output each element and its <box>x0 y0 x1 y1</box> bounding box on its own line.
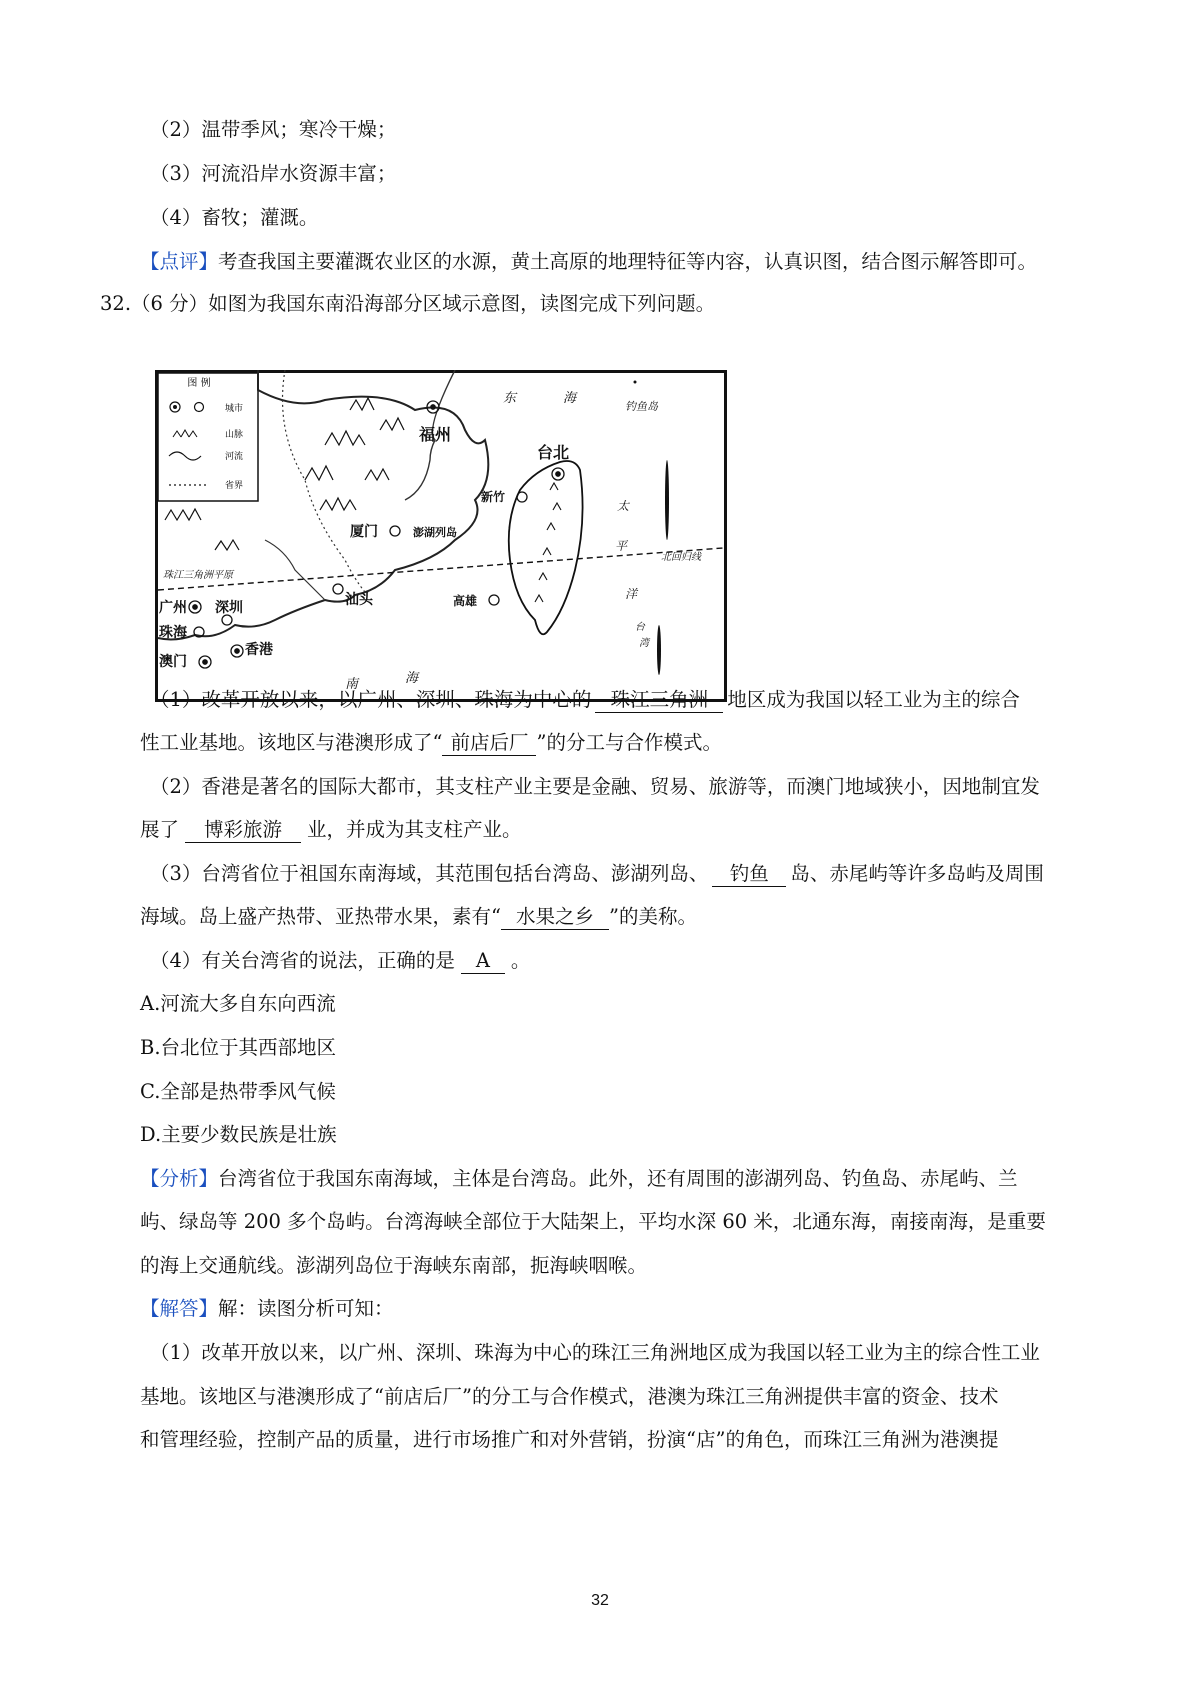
label-zhuhai: 珠海 <box>159 625 187 641</box>
label-xiamen: 厦门 <box>350 524 378 540</box>
label-guangzhou: 广州 <box>159 600 187 616</box>
label-prd: 珠江三角洲平原 <box>163 570 233 581</box>
prev-answer-3: （3）河流沿岸水资源丰富； <box>150 162 397 185</box>
label-pacific-2: 平 <box>615 539 628 553</box>
q3-answer-1: 钓鱼 <box>712 862 786 887</box>
label-nanhai-2: 海 <box>405 671 419 686</box>
label-penghu: 澎湖列岛 <box>413 526 457 539</box>
analysis-line-1 <box>140 1167 1018 1191</box>
solution-tag: 【解答】 <box>140 1297 219 1320</box>
analysis-text-1: 台湾省位于我国东南海域，主体是台湾岛。此外，还有周围的澎湖列岛、钓鱼岛、赤尾屿、兰 <box>218 1167 1018 1190</box>
label-diaoyu: 钓鱼岛 <box>625 400 658 413</box>
label-shantou: 汕头 <box>345 592 373 608</box>
analysis-line-2: 屿、绿岛等 200 多个岛屿。台湾海峡全部位于大陆架上，平均水深 60 米，北通东海，南接南海，是重要 <box>140 1210 1046 1233</box>
q2-answer: 博彩旅游 <box>185 818 301 843</box>
q1-text-c: 性工业基地。该地区与港澳形成了“ <box>140 731 443 754</box>
q4-stem <box>150 949 530 974</box>
label-donghai-1: 东 <box>503 391 517 406</box>
label-pacific-3: 洋 <box>625 587 638 601</box>
q1-line-1 <box>150 688 1020 713</box>
q3-answer-2: 水果之乡 <box>501 905 609 930</box>
southeast-coast-map <box>155 370 727 702</box>
label-nanhai-1: 南 <box>345 677 359 692</box>
label-aomen: 澳门 <box>159 654 187 670</box>
q4-option-c: C.全部是热带季风气候 <box>140 1080 336 1103</box>
legend-border-label: 省界 <box>225 481 244 491</box>
analysis-line-3: 的海上交通航线。澎湖列岛位于海峡东南部，扼海峡咽喉。 <box>140 1254 648 1277</box>
label-gaoxiong: 高雄 <box>453 594 478 608</box>
comment-tag: 【点评】 <box>140 250 219 273</box>
prev-comment <box>140 250 1037 274</box>
prev-answer-2: （2）温带季风；寒冷干燥； <box>150 118 397 141</box>
q4-text-b: 。 <box>510 949 531 972</box>
eastern-islands-mark <box>665 460 669 540</box>
q4-option-b: B.台北位于其西部地区 <box>140 1036 337 1059</box>
question-text: （6 分）如图为我国东南沿海部分区域示意图，读图完成下列问题。 <box>131 292 716 315</box>
label-pacific-1: 太 <box>617 499 630 513</box>
label-extra-2: 湾 <box>639 638 649 649</box>
label-fuzhou: 福州 <box>419 425 452 444</box>
q3-text-a: （3）台湾省位于祖国东南海域，其范围包括台湾岛、澎湖列岛、 <box>150 862 709 885</box>
q3-text-c: 海域。岛上盛产热带、亚热带水果，素有“ <box>140 905 501 928</box>
legend-title: 图 例 <box>187 378 211 389</box>
label-donghai-2: 海 <box>563 391 577 406</box>
q1-answer-1: 珠江三角洲 <box>595 688 723 713</box>
solution-line-2: 基地。该地区与港澳形成了“前店后厂”的分工与合作模式，港澳为珠江三角洲提供丰富的资金、技术 <box>140 1385 999 1408</box>
q4-option-d: D.主要少数民族是壮族 <box>140 1123 337 1146</box>
label-tropic: 北回归线 <box>661 552 701 563</box>
label-extra-1: 台 <box>635 622 645 633</box>
q2-line-2 <box>140 818 522 843</box>
label-xinzhu: 新竹 <box>481 490 506 504</box>
q1-line-2 <box>140 731 722 756</box>
solution-line-1: （1）改革开放以来，以广州、深圳、珠海为中心的珠江三角洲地区成为我国以轻工业为主的综合性工业 <box>150 1341 1040 1364</box>
q2-text-b: 业，并成为其支柱产业。 <box>307 818 522 841</box>
q4-text-a: （4）有关台湾省的说法，正确的是 <box>150 949 455 972</box>
comment-text: 考查我国主要灌溉农业区的水源，黄土高原的地理特征等内容，认真识图，结合图示解答即可。 <box>218 250 1038 273</box>
q2-text-a: 展了 <box>140 818 180 841</box>
q1-text-a: （1）改革开放以来，以广州、深圳、珠海为中心的 <box>150 688 592 711</box>
q4-option-a: A.河流大多自东向西流 <box>140 992 336 1015</box>
q1-answer-2: 前店后厂 <box>442 731 536 756</box>
legend-mountain-label: 山脉 <box>225 430 244 440</box>
q1-text-b: 地区成为我国以轻工业为主的综合 <box>727 688 1020 711</box>
solution-lead <box>140 1297 394 1321</box>
label-xianggang: 香港 <box>245 642 273 658</box>
q4-answer: A <box>461 949 505 974</box>
q3-line-1 <box>150 862 1044 887</box>
analysis-tag: 【分析】 <box>140 1167 219 1190</box>
solution-line-3: 和管理经验，控制产品的质量，进行市场推广和对外营销，扮演“店”的角色，而珠江三角洲为港澳提 <box>140 1428 999 1451</box>
prev-answer-4: （4）畜牧；灌溉。 <box>150 206 319 229</box>
q3-text-b: 岛、赤尾屿等许多岛屿及周围 <box>790 862 1044 885</box>
q3-line-2 <box>140 905 697 930</box>
q3-text-d: ”的美称。 <box>608 905 697 928</box>
legend-city-label: 城市 <box>225 404 244 414</box>
q1-text-d: ”的分工与合作模式。 <box>536 731 722 754</box>
solution-lead-text: 解：读图分析可知： <box>218 1297 394 1320</box>
question-stem <box>100 292 715 316</box>
legend-river-label: 河流 <box>225 452 244 462</box>
question-number: 32. <box>100 292 132 315</box>
q2-line-1: （2）香港是著名的国际大都市，其支柱产业主要是金融、贸易、旅游等，而澳门地域狭小，因地制宜发 <box>150 775 1040 798</box>
label-taibei: 台北 <box>537 443 570 462</box>
page-number: 32 <box>591 1592 609 1609</box>
label-shenzhen: 深圳 <box>215 600 243 616</box>
